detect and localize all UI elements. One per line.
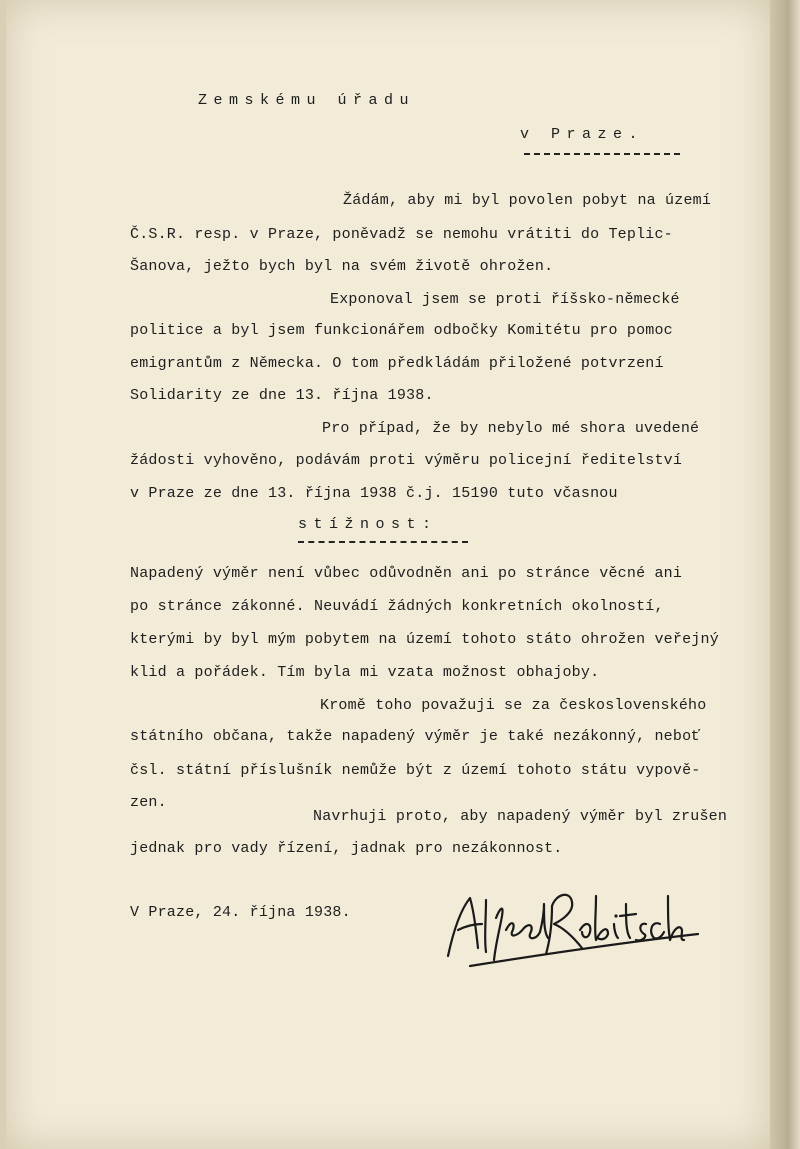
paragraph-line: Solidarity ze dne 13. října 1938. — [130, 387, 434, 404]
paragraph-line: Šanova, ježto bych byl na svém životě ohrožen. — [130, 258, 554, 275]
paragraph-line: po stránce zákonné. Neuvádí žádných konkretních okolností, — [130, 598, 664, 615]
paragraph-line: politice a byl jsem funkcionářem odbočky Komitétu pro pomoc — [130, 322, 673, 339]
page-stack-edge — [770, 0, 800, 1149]
date-line: V Praze, 24. října 1938. — [130, 904, 351, 921]
handwritten-signature — [440, 868, 700, 968]
paragraph-line: Exponoval jsem se proti říšsko-německé — [330, 291, 680, 308]
paragraph-line: jednak pro vady řízení, jadnak pro nezákonnost. — [130, 840, 563, 857]
paragraph-line: státního občana, takže napadený výměr je také nezákonný, neboť — [130, 728, 701, 745]
paragraph-line: klid a pořádek. Tím byla mi vzata možnost obhajoby. — [130, 664, 600, 681]
complaint-heading: stížnost: — [298, 516, 438, 533]
place: v Praze. — [520, 126, 645, 143]
paragraph-line: kterými by byl mým pobytem na území tohoto státo ohrožen veřejný — [130, 631, 719, 648]
place-underline — [524, 153, 680, 155]
paragraph-line: Napadený výměr není vůbec odůvodněn ani po stránce věcné ani — [130, 565, 683, 582]
paragraph-line: emigrantům z Německa. O tom předkládám přiložené potvrzení — [130, 355, 664, 372]
paragraph-line: žádosti vyhověno, podávám proti výměru policejní ředitelství — [130, 452, 683, 469]
paragraph-line: Žádám, aby mi byl povolen pobyt na území — [343, 192, 712, 209]
paragraph-line: v Praze ze dne 13. října 1938 č.j. 15190 tuto včasnou — [130, 485, 618, 502]
paragraph-line: Navrhuji proto, aby napadený výměr byl zrušen — [313, 808, 728, 825]
paragraph-line: zen. — [130, 794, 167, 811]
addressee: Zemskému úřadu — [198, 92, 416, 109]
paragraph-line: čsl. státní příslušník nemůže být z území tohoto státu vypově- — [130, 762, 701, 779]
paragraph-line: Č.S.R. resp. v Praze, poněvadž se nemohu vrátiti do Teplic- — [130, 226, 673, 243]
paragraph-line: Kromě toho považuji se za československého — [320, 697, 707, 714]
heading-underline — [298, 541, 468, 543]
paragraph-line: Pro případ, že by nebylo mé shora uvedené — [322, 420, 700, 437]
